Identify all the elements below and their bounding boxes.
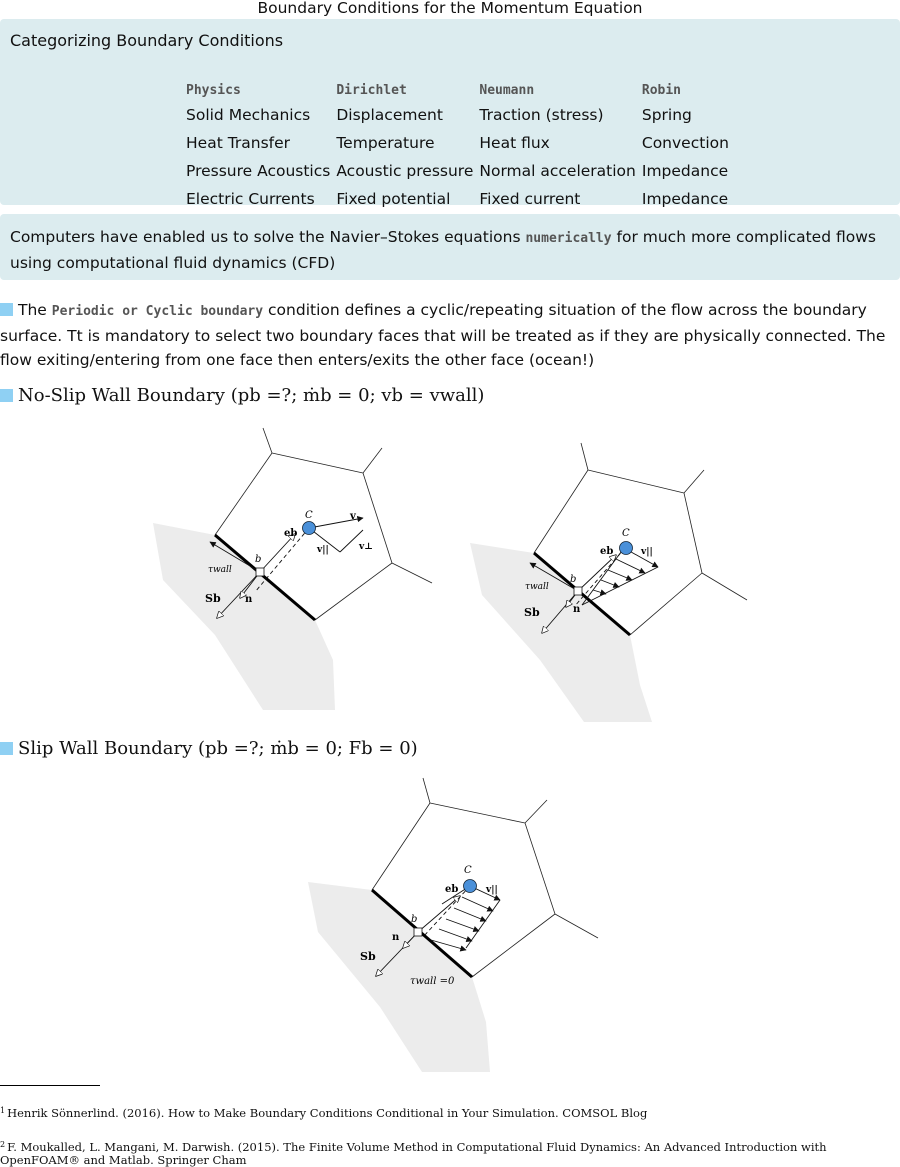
periodic-text-end: condition defines a cyclic/repeating situation of the flow across the boundary surface. Tt is mandatory to select two boundary faces that will be treated as if they are physically connected. The flow exiting/entering from one face then enters/exits the other face (ocean!) <box>0 301 886 369</box>
solid-region <box>153 523 335 710</box>
table-cell: Impedance <box>641 190 729 208</box>
noslip-label: No-Slip Wall Boundary <box>18 385 225 406</box>
cfd-note <box>10 225 890 275</box>
table-cell: Electric Currents <box>186 190 315 208</box>
column-header: Dirichlet <box>336 82 407 98</box>
slip-math: (pb =?; ṁb = 0; Fb = 0) <box>198 738 418 759</box>
profile-arrow <box>601 580 619 587</box>
label-n: n <box>392 932 400 943</box>
label-eb: eb <box>284 528 298 539</box>
label-n: n <box>245 594 253 605</box>
label-n: n <box>573 604 581 615</box>
label-C: C <box>305 510 313 521</box>
profile-arrow <box>454 908 486 921</box>
table-cell: Fixed current <box>479 190 581 208</box>
table-row <box>183 185 732 213</box>
table-cell: Acoustic pressure <box>336 162 474 180</box>
face-center <box>574 587 582 595</box>
label-Sb: Sb <box>205 592 221 605</box>
cell-centroid <box>620 542 633 555</box>
label-v: v <box>350 511 356 522</box>
footnote-text: Henrik Sönnerlind. (2016). How to Make Boundary Conditions Conditional in Your Simulation. COMSOL Blog <box>7 1106 648 1120</box>
table-row <box>183 101 732 129</box>
categorizing-box <box>0 19 900 208</box>
label-tau-wall: τwall <box>525 582 549 592</box>
table-row <box>183 157 732 185</box>
table-cell: Pressure Acoustics <box>186 162 331 180</box>
column-header: Neumann <box>479 82 535 98</box>
table-cell: Normal acceleration <box>479 162 636 180</box>
label-Sb: Sb <box>524 606 540 619</box>
label-vpar: v|| <box>641 547 653 557</box>
profile-arrow <box>616 559 645 573</box>
periodic-code: Periodic or Cyclic boundary <box>51 304 264 319</box>
eb-arrow <box>260 534 295 572</box>
table-cell: Displacement <box>336 106 443 124</box>
table-header-row <box>183 79 732 101</box>
table-row <box>183 129 732 157</box>
column-header: Robin <box>641 82 682 98</box>
table-cell: Temperature <box>336 134 435 152</box>
table-cell: Solid Mechanics <box>186 106 311 124</box>
label-C: C <box>464 865 472 876</box>
label-tau-zero: τwall =0 <box>410 976 455 987</box>
table-cell: Traction (stress) <box>479 106 604 124</box>
noslip-heading <box>0 385 484 406</box>
noslip-figure-left <box>145 420 445 710</box>
profile-arrow <box>439 929 472 941</box>
label-b: b <box>411 914 418 925</box>
label-b: b <box>570 574 577 585</box>
solid-region <box>470 543 652 722</box>
face-center <box>256 568 264 576</box>
face-center <box>414 928 422 936</box>
eb-arrow <box>418 896 460 932</box>
column-header: Physics <box>186 82 241 98</box>
label-C: C <box>622 528 630 539</box>
table-cell: Heat Transfer <box>186 134 291 152</box>
profile-arrow <box>446 919 479 931</box>
table-cell: Impedance <box>641 162 729 180</box>
periodic-paragraph <box>0 298 900 372</box>
footnote-divider <box>0 1085 100 1086</box>
table-cell: Heat flux <box>479 134 550 152</box>
label-Sb: Sb <box>360 950 376 963</box>
profile-envelope <box>582 567 658 605</box>
slip-heading <box>0 738 418 759</box>
cfd-note-text-end: for much more complicated flows using computational fluid dynamics (CFD) <box>10 228 876 272</box>
periodic-text: The <box>18 301 52 319</box>
slip-figure <box>300 772 610 1077</box>
table-cell: Fixed potential <box>336 190 451 208</box>
bc-table <box>183 79 732 213</box>
cell-centroid <box>464 880 477 893</box>
categorizing-heading: Categorizing Boundary Conditions <box>10 31 284 50</box>
footnote-number: 1 <box>0 1106 6 1115</box>
profile-arrow <box>608 570 632 580</box>
cfd-note-text: Computers have enabled us to solve the Navier–Stokes equations <box>10 228 526 246</box>
label-eb: eb <box>600 546 614 557</box>
profile-arrow <box>593 590 606 594</box>
label-vperp: v⊥ <box>359 542 373 552</box>
label-tau-wall: τwall <box>208 565 232 575</box>
cfd-note-code: numerically <box>525 231 612 246</box>
table-cell: Spring <box>641 106 692 124</box>
cell-centroid <box>303 522 316 535</box>
noslip-math: (pb =?; ṁb = 0; vb = vwall) <box>230 385 485 406</box>
dashed-line <box>255 528 309 592</box>
solid-region <box>308 882 490 1072</box>
label-vpar: v|| <box>317 545 329 555</box>
footnote-text: F. Moukalled, L. Mangani, M. Darwish. (2015). The Finite Volume Method in Computational Fluid Dynamics: An Advanced Introduction with OpenFOAM® and Matlab. Springer Cham <box>0 1140 827 1167</box>
bullet-square-icon <box>0 742 13 755</box>
eb-arrow <box>578 555 616 591</box>
cfd-note-box <box>0 214 900 280</box>
label-b: b <box>255 554 262 565</box>
label-eb: eb <box>445 884 459 895</box>
footnote <box>0 1104 900 1120</box>
noslip-figure-right <box>462 435 752 725</box>
bullet-square-icon <box>0 389 13 402</box>
footnote-number: 2 <box>0 1140 6 1149</box>
page-title: Boundary Conditions for the Momentum Equation <box>257 0 643 17</box>
label-vpar: v|| <box>486 885 498 895</box>
bullet-square-icon <box>0 303 13 316</box>
profile-arrow <box>462 897 493 911</box>
table-cell: Convection <box>641 134 729 152</box>
slip-label: Slip Wall Boundary <box>18 738 193 759</box>
